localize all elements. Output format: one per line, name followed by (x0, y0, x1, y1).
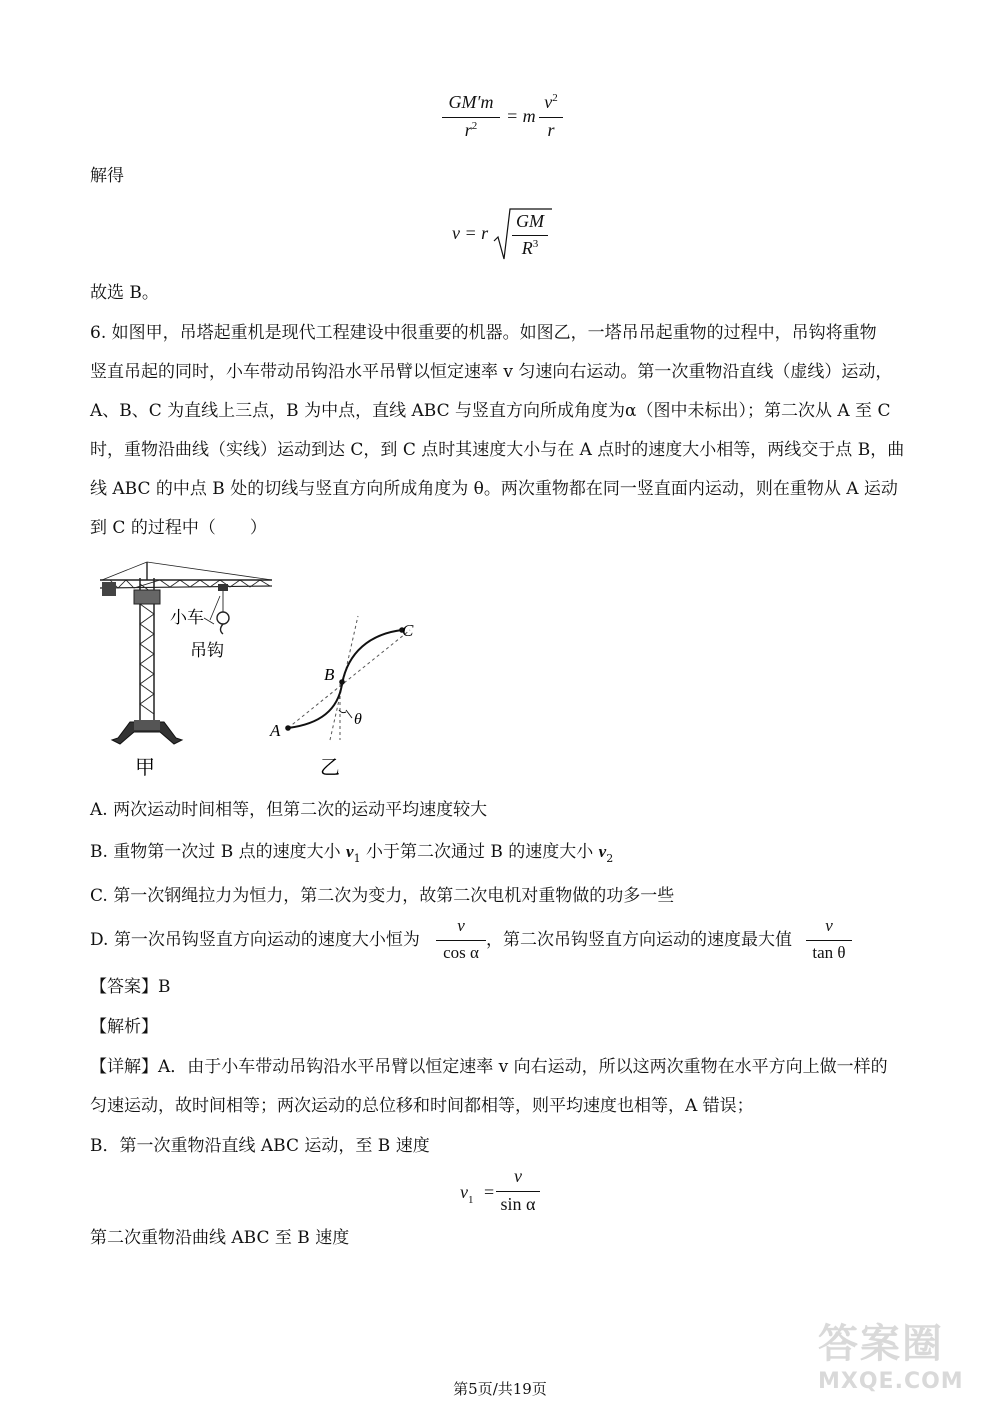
f2-lhs: v = r (452, 223, 489, 243)
detail-line2: 匀速运动，故时间相等；两次运动的总位移和时间都相等，则平均速度也相等，A 错误； (90, 1096, 754, 1116)
f2-den: R (521, 238, 533, 258)
watermark-line2: MXQE.COM (818, 1369, 964, 1394)
detail-line3: B．第一次重物沿直线 ABC 运动，至 B 速度 (90, 1136, 430, 1156)
option-d-num2: v (825, 916, 833, 935)
option-d-num1: v (457, 916, 465, 935)
option-d-mid: ，第二次吊钩竖直方向运动的速度最大值 (486, 930, 792, 950)
q6-line3: A、B、C 为直线上三点，B 为中点，直线 ABC 与竖直方向所成角度为α（图中未标出）；第二次从 A 至 C (90, 401, 891, 421)
caption-yi: 乙 (320, 757, 340, 779)
option-d (90, 930, 420, 950)
page-footer: 第5页/共19页 (453, 1380, 547, 1398)
f2-den-sup: 3 (532, 238, 539, 250)
label-point-a: A (270, 721, 281, 740)
detail-line4: 第二次重物沿曲线 ABC 至 B 速度 (90, 1228, 350, 1248)
q6-line6: 到 C 的过程中（ ） (90, 518, 267, 538)
f3-lhs-sub: 1 (468, 1194, 474, 1206)
option-d-frac1 (434, 916, 488, 968)
path-diagram (285, 616, 410, 740)
option-b-pre: B. 重物第一次过 B 点的速度大小 (90, 842, 347, 862)
f1-eq: = m (506, 106, 536, 126)
watermark-line1: 答案圈 (818, 1321, 944, 1367)
label-point-c: C (402, 621, 414, 640)
option-b-v1: v (346, 842, 354, 861)
q6-line5: 线 ABC 的中点 B 处的切线与竖直方向所成角度为 θ。两次重物都在同一竖直面内运动，则在重物从 A 运动 (90, 479, 898, 499)
label-hook: 吊钩 (190, 641, 224, 660)
text-guxuan: 故选 B。 (90, 283, 159, 303)
f3-lhs: v (460, 1182, 468, 1202)
formula-gravity (440, 92, 570, 152)
formula-velocity (452, 205, 562, 265)
option-b: B. 重物第一次过 B 点的速度大小 $v_1$ 小于第二次通过 B 的速度大小 $v_2$ (90, 842, 614, 865)
label-trolley: 小车 (170, 608, 204, 627)
curve-solid-line (288, 630, 402, 728)
watermark-logo (818, 1312, 990, 1402)
label-point-b: B (324, 665, 335, 684)
option-d-pre: D. 第一次吊钩竖直方向运动的速度大小恒为 (90, 930, 420, 950)
option-b-mid: 小于第二次通过 B 的速度大小 (360, 842, 599, 862)
option-b-v2: v (598, 842, 607, 861)
q6-line2: 竖直吊起的同时，小车带动吊钩沿水平吊臂以恒定速率 v 匀速向右运动。第一次重物沿直线（虚线）运动， (90, 362, 893, 382)
f1-num-right-sup: 2 (552, 92, 558, 104)
q6-line1: 6. 如图甲，吊塔起重机是现代工程建设中很重要的机器。如图乙，一塔吊吊起重物的过程中，吊钩将重物 (90, 323, 877, 343)
f1-den-left: r (464, 120, 472, 140)
f1-num-left: GM′m (448, 92, 494, 112)
jiexi: 【解析】 (90, 1017, 158, 1037)
f3-num: v (514, 1166, 522, 1186)
f3-den: sin α (500, 1194, 536, 1214)
option-c: C. 第一次钢绳拉力为恒力，第二次为变力，故第二次电机对重物做的功多一些 (90, 886, 675, 906)
point-b-icon (339, 679, 345, 685)
crane-illustration (100, 562, 272, 744)
option-d-den1: cos α (443, 943, 479, 962)
f1-num-right: v (544, 92, 553, 112)
f3-eq: = (484, 1182, 495, 1202)
caption-jia: 甲 (135, 757, 155, 779)
f1-den-left-sup: 2 (471, 120, 478, 132)
text-jiede: 解得 (90, 166, 124, 186)
figure-crane-and-path (90, 560, 430, 780)
option-d-den2: tan θ (812, 943, 846, 962)
option-a: A. 两次运动时间相等，但第二次的运动平均速度较大 (90, 800, 488, 820)
formula-v1 (460, 1166, 550, 1222)
point-a-icon (285, 725, 291, 731)
answer: 【答案】B (90, 977, 171, 997)
label-theta: θ (354, 711, 362, 728)
option-d-frac2 (804, 916, 854, 968)
detail-line1: 【详解】A．由于小车带动吊钩沿水平吊臂以恒定速率 v 向右运动，所以这两次重物在水平方向上做一样的 (90, 1057, 888, 1077)
f2-num: GM (516, 211, 544, 231)
q6-line4: 时，重物沿曲线（实线）运动到达 C，到 C 点时其速度大小与在 A 点时的速度大小相等，两线交于点 B，曲 (90, 440, 905, 460)
f1-den-right: r (547, 120, 555, 140)
